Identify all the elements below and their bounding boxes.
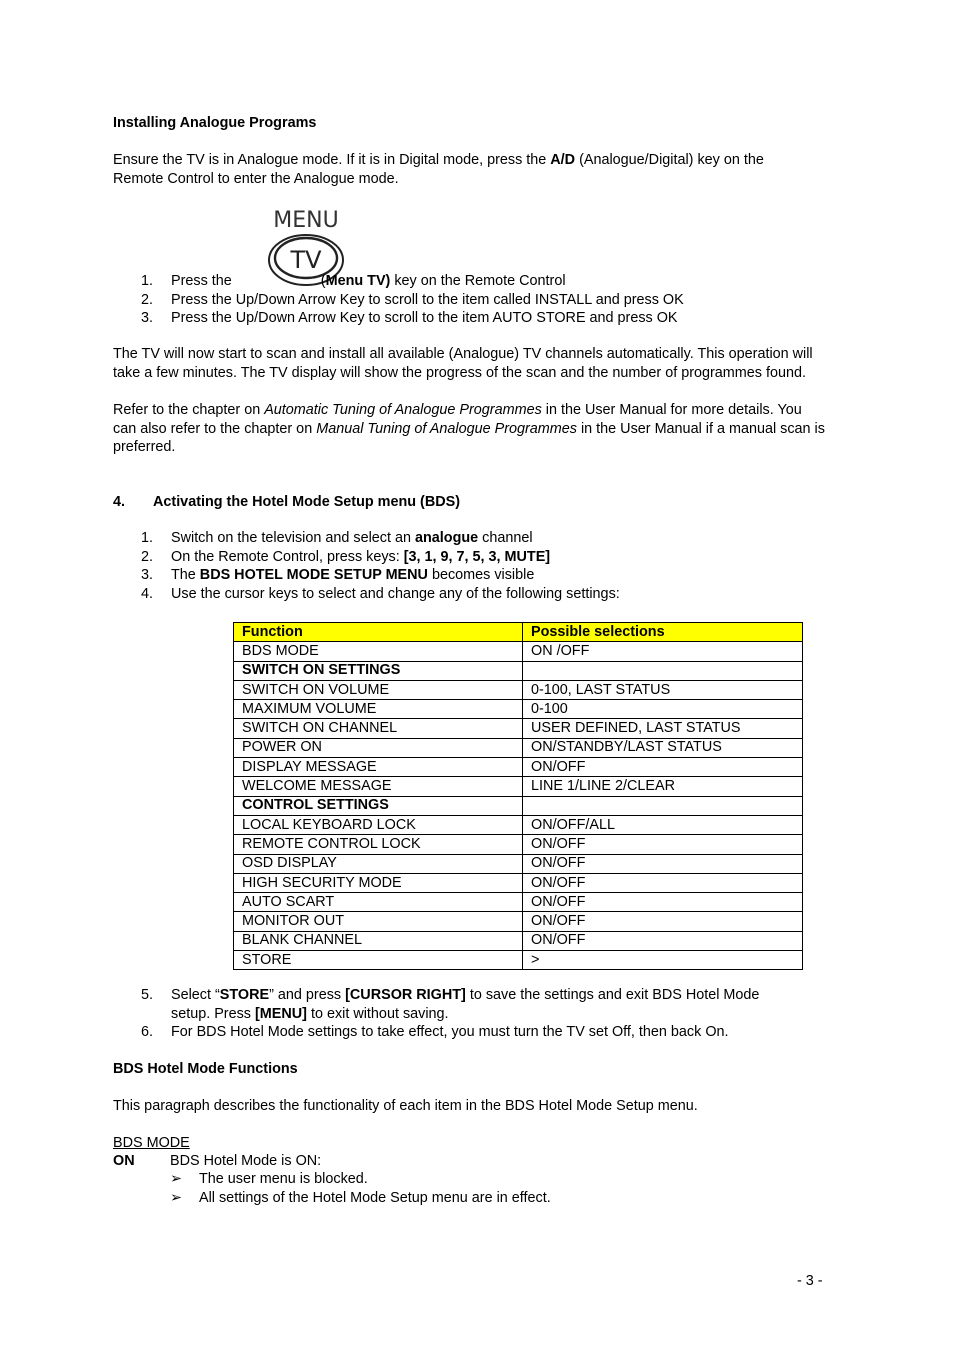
cell-function: MAXIMUM VOLUME — [234, 700, 523, 719]
list-item: 2. On the Remote Control, press keys: [3, 1, 9, 7, 5, 3, MUTE] — [141, 548, 551, 565]
table-row — [234, 719, 803, 738]
cell-selection: 0-100, LAST STATUS — [523, 680, 803, 699]
bds-mode-title: BDS MODE — [113, 1135, 190, 1151]
cell-selection: > — [523, 951, 803, 970]
cell-function: STORE — [234, 951, 523, 970]
cell-function: SWITCH ON SETTINGS — [234, 661, 523, 680]
cell-function: REMOTE CONTROL LOCK — [234, 835, 523, 854]
cell-selection: ON/OFF — [523, 912, 803, 931]
cell-function: SWITCH ON CHANNEL — [234, 719, 523, 738]
intro-paragraph: Ensure the TV is in Analogue mode. If it is in Digital mode, press the A/D (Analogue/Digital) key on the Remote Control to enter the Analogue mode. — [113, 152, 764, 187]
list-item: 3. Press the Up/Down Arrow Key to scroll to the item AUTO STORE and press OK — [141, 310, 678, 327]
bullet-item: ➢ The user menu is blocked. — [170, 1171, 368, 1187]
cell-selection: ON/OFF — [523, 893, 803, 912]
table-row — [234, 758, 803, 777]
table-row — [234, 680, 803, 699]
cell-selection — [523, 796, 803, 815]
cell-function: DISPLAY MESSAGE — [234, 758, 523, 777]
cell-selection: ON/OFF — [523, 835, 803, 854]
cell-function: SWITCH ON VOLUME — [234, 680, 523, 699]
list-item: 2. Press the Up/Down Arrow Key to scroll to the item called INSTALL and press OK — [141, 291, 684, 308]
cell-function: LOCAL KEYBOARD LOCK — [234, 815, 523, 834]
cell-selection — [523, 661, 803, 680]
cell-function: OSD DISPLAY — [234, 854, 523, 873]
install-steps-list — [113, 272, 853, 328]
cell-function: CONTROL SETTINGS — [234, 796, 523, 815]
section-heading-hotel-mode: Activating the Hotel Mode Setup menu (BDS) — [153, 494, 461, 510]
cell-selection: ON /OFF — [523, 642, 803, 661]
cell-selection: LINE 1/LINE 2/CLEAR — [523, 777, 803, 796]
refer-paragraph: Refer to the chapter on Automatic Tuning of Analogue Programmes in the User Manual for more details. You can also refer to the chapter on Manual Tuning of Analogue Programmes in the User Manual if a manual scan is preferred. — [113, 402, 825, 456]
hotel-steps-list — [113, 529, 853, 603]
cell-function: POWER ON — [234, 738, 523, 757]
arrow-bullet-icon: ➢ — [170, 1190, 183, 1206]
functions-intro: This paragraph describes the functionality of each item in the BDS Hotel Mode Setup menu. — [113, 1098, 698, 1114]
cell-function: BDS MODE — [234, 642, 523, 661]
list-item: 3. The BDS HOTEL MODE SETUP MENU becomes visible — [141, 567, 535, 584]
hotel-mode-settings-table — [233, 622, 803, 970]
cell-selection: ON/OFF — [523, 873, 803, 892]
cell-selection: ON/OFF/ALL — [523, 815, 803, 834]
tv-label: TV — [290, 246, 322, 274]
table-row — [234, 931, 803, 950]
cell-selection: ON/OFF — [523, 854, 803, 873]
cell-selection: ON/OFF — [523, 931, 803, 950]
hotel-steps-list-continued — [113, 986, 853, 1042]
section-number-4: 4. — [113, 494, 126, 510]
column-header-selections: Possible selections — [523, 623, 803, 642]
scan-paragraph: The TV will now start to scan and install all available (Analogue) TV channels automatically. This operation will take a few minutes. The TV display will show the progress of the scan and the number of programmes found. — [113, 346, 813, 381]
cell-selection: USER DEFINED, LAST STATUS — [523, 719, 803, 738]
list-item: 1. Press the (Menu TV) key on the Remote Control — [141, 273, 566, 289]
table-row — [234, 835, 803, 854]
cell-function: AUTO SCART — [234, 893, 523, 912]
page-number: - 3 - — [797, 1273, 823, 1289]
cell-function: HIGH SECURITY MODE — [234, 873, 523, 892]
on-description: BDS Hotel Mode is ON: — [170, 1153, 322, 1169]
table-section-row — [234, 796, 803, 815]
cell-selection: 0-100 — [523, 700, 803, 719]
table-row — [234, 738, 803, 757]
list-item: 1. Switch on the television and select an analogue channel — [141, 530, 533, 546]
table-row — [234, 700, 803, 719]
table-header-row — [234, 623, 803, 642]
cell-function: BLANK CHANNEL — [234, 931, 523, 950]
table-section-row — [234, 661, 803, 680]
section-heading-installing: Installing Analogue Programs — [113, 115, 317, 131]
table-row — [234, 642, 803, 661]
on-label: ON — [113, 1153, 135, 1169]
list-item: 6. For BDS Hotel Mode settings to take effect, you must turn the TV set Off, then back On. — [141, 1024, 729, 1041]
table-row — [234, 815, 803, 834]
cell-selection: ON/OFF — [523, 758, 803, 777]
arrow-bullet-icon: ➢ — [170, 1171, 183, 1187]
table-row — [234, 893, 803, 912]
table-row — [234, 951, 803, 970]
list-item: 4. Use the cursor keys to select and change any of the following settings: — [141, 585, 620, 602]
cell-selection: ON/STANDBY/LAST STATUS — [523, 738, 803, 757]
column-header-function: Function — [234, 623, 523, 642]
table-row — [234, 777, 803, 796]
table-row — [234, 854, 803, 873]
menu-label: MENU — [273, 208, 339, 233]
table-row — [234, 873, 803, 892]
bullet-item: ➢ All settings of the Hotel Mode Setup menu are in effect. — [170, 1190, 551, 1206]
table-row — [234, 912, 803, 931]
cell-function: WELCOME MESSAGE — [234, 777, 523, 796]
cell-function: MONITOR OUT — [234, 912, 523, 931]
list-item: 5. Select “STORE” and press [CURSOR RIGHT] to save the settings and exit BDS Hotel Mode setup. Press [MENU] to exit without saving. — [141, 987, 760, 1022]
section-heading-functions: BDS Hotel Mode Functions — [113, 1061, 298, 1077]
